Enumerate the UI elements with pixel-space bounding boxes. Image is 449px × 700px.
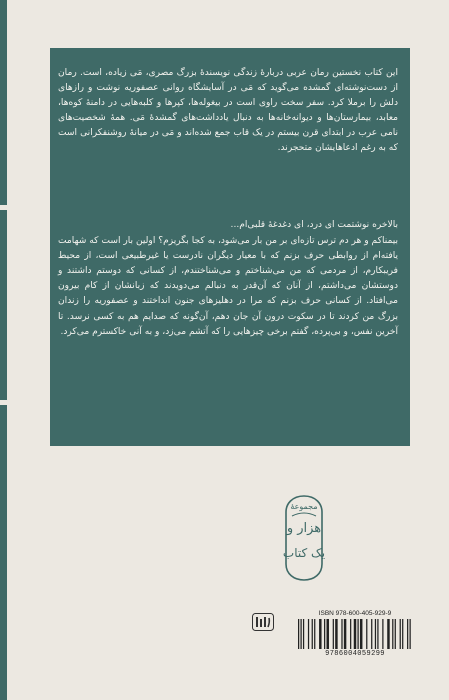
barcode-bar — [314, 619, 315, 649]
barcode-bar — [327, 619, 329, 649]
isbn-label: ISBN 978-600-405-929-9 — [318, 610, 392, 617]
barcode-bar — [312, 619, 313, 649]
blurb-paragraph-2 — [58, 218, 398, 340]
barcode-bar — [354, 619, 356, 649]
blurb-quote-body: بیمناکم و هر دم ترس تازه‌ای بر من بار می‌شود، به کجا بگریزم؟ اولین بار است که شهامت یافته‌ام از روابطی حرف بزنم که با معیار دیگران نادرست یا غیرطبیعی است، از محیط فریبکارم، از مردمی که من می‌شناختم و می‌شناختندم، از کسانی که دوستم داشتند و دوستشان می‌داشتم، از آنان که آن‌قدر به دنبالم می‌دویدند که زبانشان از کام بیرون می‌افتاد. از کسانی حرف بزنم که مرا در دهلیزهای جنون انداختند و عصفوریه را زندان بزرگ من کردند تا در سکوت درون آن جان دهم، آن‌گونه که صدایم هم به کسی نرسد. تا آخرین نفس، و بی‌پرده، گفتم برخی چیزهایی را که آتشم می‌زد، و به آنی خاکسترم می‌کرد. — [58, 236, 398, 337]
barcode-bar — [377, 619, 378, 649]
barcode-bar — [300, 619, 301, 649]
barcode-bar — [407, 619, 408, 649]
isbn-block — [296, 610, 414, 658]
barcode-bar — [335, 619, 337, 649]
barcode-bar — [308, 619, 309, 649]
barcode-bar — [341, 619, 342, 649]
barcode-bar — [410, 619, 411, 649]
barcode-bar — [382, 619, 383, 649]
barcode-bar — [371, 619, 372, 649]
barcode-digits: 9786004059299 — [325, 650, 385, 658]
barcode-bar — [395, 619, 396, 649]
barcode-bar — [303, 619, 304, 649]
barcode-bar — [319, 619, 321, 649]
barcode-image — [296, 619, 414, 649]
barcode-bar — [357, 619, 358, 649]
barcode-bar — [402, 619, 403, 649]
barcode-bar — [350, 619, 351, 649]
barcode-bar — [333, 619, 334, 649]
barcode-bar — [387, 619, 389, 649]
series-seal-line-1: مجموعهٔ — [290, 502, 318, 511]
series-seal-line-3: یک کتاب — [282, 546, 326, 560]
spine-strip-bottom — [0, 405, 7, 700]
barcode-bar — [360, 619, 362, 649]
barcode-bar — [298, 619, 299, 649]
barcode-bar — [344, 619, 346, 649]
spine-strip-middle — [0, 210, 7, 400]
blurb-paragraph-1: این کتاب نخستین رمان عربی دربارهٔ زندگی نویسندهٔ بزرگ مصری، مَی زیاده، است. رمان از دست‌نوشته‌ای گمشده می‌گوید که مَی در آسایشگاه روانی عصفوریه نوشت و رازهای دلش را برملا کرد. سفر سخت راوی است در بیغوله‌ها، کپرها و کلبه‌هایی در دامنهٔ کوه‌ها، معابد، بیمارستان‌ها و دیوانه‌خانه‌ها به دنبال یادداشت‌های گمشدهٔ مَی. همهٔ شخصیت‌های نامی عرب در ابتدای قرن بیستم در یک قاب جمع شده‌اند و مَی در میانهٔ روشنفکرانی است که به رغم ادعاهایشان متحجرند. — [58, 68, 398, 154]
barcode-bar — [366, 619, 367, 649]
barcode-bar — [324, 619, 325, 649]
spine-strip-top — [0, 0, 7, 205]
barcode-bar — [392, 619, 393, 649]
publisher-logo-icon — [252, 613, 274, 631]
series-seal — [272, 494, 336, 582]
blurb-quote-lead: بالاخره نوشتمت ای درد، ای دغدغهٔ قلبی‌ام... — [230, 220, 398, 230]
barcode-bar — [400, 619, 401, 649]
barcode-bar — [375, 619, 376, 649]
series-seal-line-2: هزار و — [286, 521, 322, 536]
